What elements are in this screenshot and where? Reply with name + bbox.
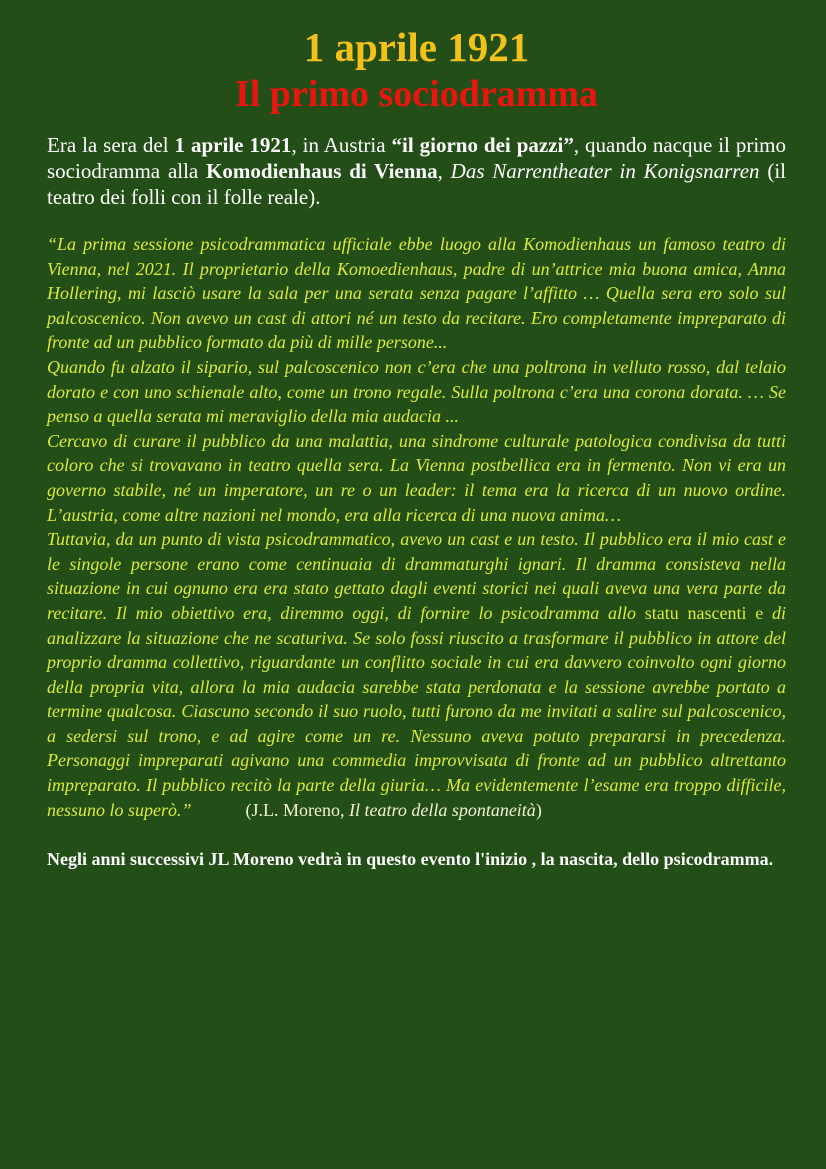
quote-paragraph-4	[47, 527, 786, 822]
citation-open: (J.L. Moreno,	[245, 799, 349, 820]
page-subtitle: Il primo sociodramma	[234, 73, 599, 115]
page-title: 1 aprile 1921	[303, 24, 530, 70]
quote-paragraph-3: Cercavo di curare il pubblico da una malattia, una sindrome culturale patologica condivisa da tutti coloro che si trovavano in teatro quella sera. La Vienna postbellica era in fermento. Non vi era un governo stabile, né un imperatore, un re o un leader: il tema era la ricerca di un nuovo ordine. L’austria, come altre nazioni nel mondo, era alla ricerca di una nuova anima…	[47, 430, 786, 525]
intro-venue: Komodienhaus di Vienna	[206, 159, 438, 183]
intro-text-5: (il teatro dei folli con il folle reale).	[47, 159, 787, 209]
intro-date: 1 aprile 1921	[174, 133, 292, 157]
intro-paragraph	[47, 132, 786, 210]
citation-close: )	[535, 799, 542, 820]
intro-text-3: , quando nacque il primo sociodramma alla	[47, 133, 787, 183]
intro-text-4: ,	[437, 159, 451, 183]
quote-upright-phrase: statu nascenti e	[644, 602, 772, 623]
quote-paragraph-1: “La prima sessione psicodrammatica ufficiale ebbe luogo alla Komodienhaus un famoso teatro di Vienna, nel 2021. Il proprietario della Komoedienhaus, padre di un’attrice mia buona amica, Anna Hollering, mi lasciò usare la sala per una serata senza pagare l’affitto … Quella sera ero solo sul palcoscenico. Non avevo un cast di attori né un testo da recitare. Ero completamente impreparato di fronte ad un pubblico formato da più di mille persone...	[47, 234, 786, 353]
intro-theatre-name: Das Narrentheater in Konigsnarren	[450, 159, 760, 183]
quote-paragraph-2: Quando fu alzato il sipario, sul palcoscenico non c’era che una poltrona in velluto rosso, dal telaio dorato e con uno schienale alto, come un trono regale. Sulla poltrona c’era una corona dorata. … Se penso a quella serata mi meraviglio della mia audacia ...	[47, 356, 786, 427]
quote-paragraph-4-start: Tuttavia, da un punto di vista psicodrammatico, avevo un cast e un testo. Il pubblico era il mio cast e le singole persone erano come centinuaia di drammaturghi ignari. Il dramma consisteva nella situazione in cui ognuno era era stato gettato dagli eventi storici nei quali aveva una vera parte da recitare. Il mio obiettivo era, diremmo oggi, di fornire lo psicodramma allo	[47, 529, 786, 623]
intro-text-1: Era la sera del	[47, 133, 175, 157]
closing-paragraph: Negli anni successivi JL Moreno vedrà in questo evento l'inizio , la nascita, dello psicodramma.	[47, 849, 774, 870]
intro-text-2: , in Austria	[291, 133, 392, 157]
moreno-quote	[47, 232, 786, 822]
quote-citation	[246, 800, 542, 820]
intro-day-name: “il giorno dei pazzi”	[391, 133, 574, 157]
citation-work-title: Il teatro della spontaneità	[349, 799, 536, 820]
quote-paragraph-4-end: di analizzare la situazione che ne scaturiva. Se solo fossi riuscito a trasformare il pubblico in attore del proprio dramma collettivo, riguardante un conflitto sociale in cui era davvero coinvolto ogni giorno della propria vita, allora la mia audacia sarebbe stata perdonata e la sessione avrebbe portato a termine qualcosa. Ciascuno secondo il suo ruolo, tutti furono da me invitati a salire sul palcoscenico, a sedersi sul trono, e ad agire come un re. Nessuno aveva potuto prepararsi in precedenza. Personaggi impreparati agivano una commedia improvvisata di fronte ad un pubblico altrettanto impreparato. Il pubblico recitò la parte della giuria… Ma evidentemente l’esame era troppo difficile, nessuno lo superò.”	[47, 602, 786, 820]
